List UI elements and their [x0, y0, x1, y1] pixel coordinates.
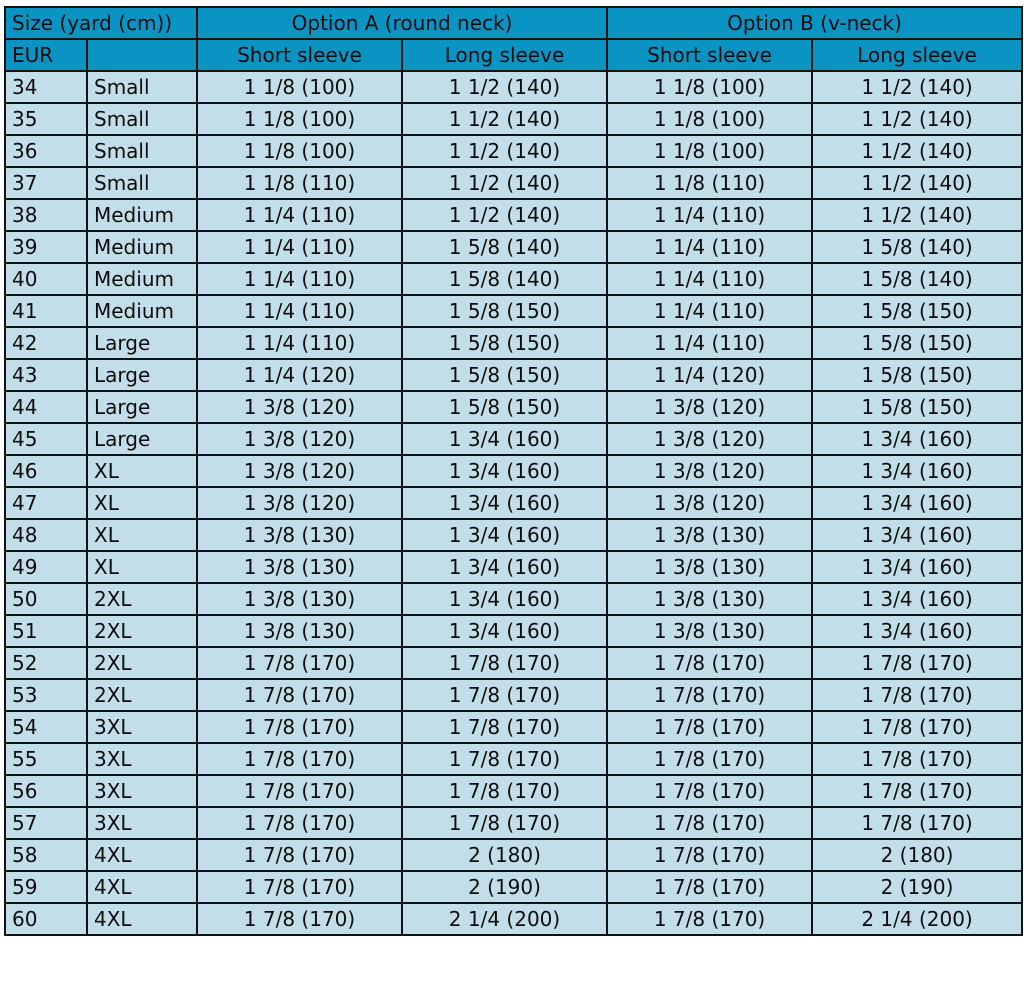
cell-a-long-sleeve: 1 7/8 (170): [402, 807, 607, 839]
cell-letter-size: Large: [87, 359, 197, 391]
table-row: [5, 519, 1022, 551]
cell-a-short-sleeve: 1 1/4 (110): [197, 263, 402, 295]
cell-a-long-sleeve: 1 5/8 (150): [402, 295, 607, 327]
table-row: [5, 135, 1022, 167]
cell-letter-size: Medium: [87, 263, 197, 295]
cell-b-short-sleeve: 1 7/8 (170): [607, 871, 812, 903]
cell-b-long-sleeve: 2 (180): [812, 839, 1022, 871]
cell-a-long-sleeve: 1 3/4 (160): [402, 551, 607, 583]
cell-b-long-sleeve: 1 3/4 (160): [812, 455, 1022, 487]
header-row-groups: [5, 7, 1022, 39]
cell-a-long-sleeve: 1 5/8 (150): [402, 359, 607, 391]
cell-a-long-sleeve: 1 3/4 (160): [402, 455, 607, 487]
header-size-label: Size (yard (cm)): [5, 7, 197, 39]
cell-a-long-sleeve: 1 1/2 (140): [402, 103, 607, 135]
cell-letter-size: Small: [87, 167, 197, 199]
cell-a-long-sleeve: 1 1/2 (140): [402, 135, 607, 167]
table-row: [5, 263, 1022, 295]
cell-letter-size: Medium: [87, 199, 197, 231]
cell-letter-size: Large: [87, 327, 197, 359]
size-table: [4, 6, 1023, 936]
cell-b-short-sleeve: 1 3/8 (130): [607, 519, 812, 551]
cell-b-short-sleeve: 1 3/8 (120): [607, 487, 812, 519]
cell-b-long-sleeve: 2 (190): [812, 871, 1022, 903]
cell-letter-size: 4XL: [87, 903, 197, 935]
header-b-long-sleeve: Long sleeve: [812, 39, 1022, 71]
cell-b-long-sleeve: 1 5/8 (150): [812, 295, 1022, 327]
cell-b-long-sleeve: 1 3/4 (160): [812, 487, 1022, 519]
cell-b-long-sleeve: 1 1/2 (140): [812, 135, 1022, 167]
table-row: [5, 167, 1022, 199]
table-row: [5, 327, 1022, 359]
cell-a-short-sleeve: 1 1/4 (120): [197, 359, 402, 391]
cell-letter-size: XL: [87, 487, 197, 519]
cell-letter-size: 4XL: [87, 839, 197, 871]
cell-b-short-sleeve: 1 7/8 (170): [607, 775, 812, 807]
cell-a-short-sleeve: 1 7/8 (170): [197, 647, 402, 679]
cell-b-short-sleeve: 1 7/8 (170): [607, 711, 812, 743]
cell-b-long-sleeve: 1 5/8 (150): [812, 359, 1022, 391]
cell-a-long-sleeve: 1 7/8 (170): [402, 679, 607, 711]
table-row: [5, 455, 1022, 487]
cell-eur-size: 50: [5, 583, 87, 615]
table-row: [5, 71, 1022, 103]
cell-letter-size: Medium: [87, 295, 197, 327]
cell-b-long-sleeve: 1 1/2 (140): [812, 71, 1022, 103]
cell-eur-size: 48: [5, 519, 87, 551]
cell-b-long-sleeve: 1 7/8 (170): [812, 807, 1022, 839]
cell-a-short-sleeve: 1 7/8 (170): [197, 871, 402, 903]
cell-b-short-sleeve: 1 7/8 (170): [607, 743, 812, 775]
table-row: [5, 807, 1022, 839]
cell-b-short-sleeve: 1 3/8 (130): [607, 551, 812, 583]
cell-eur-size: 37: [5, 167, 87, 199]
table-row: [5, 295, 1022, 327]
cell-a-long-sleeve: 1 1/2 (140): [402, 167, 607, 199]
cell-a-long-sleeve: 1 3/4 (160): [402, 487, 607, 519]
cell-eur-size: 53: [5, 679, 87, 711]
table-row: [5, 199, 1022, 231]
cell-a-long-sleeve: 1 7/8 (170): [402, 647, 607, 679]
cell-a-long-sleeve: 2 (180): [402, 839, 607, 871]
cell-b-long-sleeve: 1 1/2 (140): [812, 199, 1022, 231]
cell-a-short-sleeve: 1 7/8 (170): [197, 711, 402, 743]
cell-a-short-sleeve: 1 7/8 (170): [197, 807, 402, 839]
header-a-short-sleeve: Short sleeve: [197, 39, 402, 71]
cell-b-short-sleeve: 1 1/4 (110): [607, 327, 812, 359]
cell-letter-size: Large: [87, 391, 197, 423]
cell-b-long-sleeve: 1 1/2 (140): [812, 167, 1022, 199]
table-row: [5, 711, 1022, 743]
header-blank: [87, 39, 197, 71]
cell-a-long-sleeve: 2 (190): [402, 871, 607, 903]
size-chart: [4, 6, 1021, 936]
cell-a-long-sleeve: 1 5/8 (150): [402, 327, 607, 359]
cell-letter-size: Medium: [87, 231, 197, 263]
cell-a-long-sleeve: 1 3/4 (160): [402, 519, 607, 551]
cell-letter-size: Small: [87, 103, 197, 135]
cell-letter-size: 3XL: [87, 743, 197, 775]
cell-letter-size: 3XL: [87, 807, 197, 839]
cell-eur-size: 39: [5, 231, 87, 263]
cell-eur-size: 49: [5, 551, 87, 583]
cell-b-short-sleeve: 1 1/4 (110): [607, 263, 812, 295]
table-row: [5, 615, 1022, 647]
cell-eur-size: 35: [5, 103, 87, 135]
table-row: [5, 743, 1022, 775]
cell-b-short-sleeve: 1 3/8 (120): [607, 455, 812, 487]
cell-a-short-sleeve: 1 7/8 (170): [197, 743, 402, 775]
cell-b-short-sleeve: 1 7/8 (170): [607, 903, 812, 935]
cell-a-long-sleeve: 1 7/8 (170): [402, 775, 607, 807]
cell-b-short-sleeve: 1 1/4 (120): [607, 359, 812, 391]
cell-a-short-sleeve: 1 7/8 (170): [197, 903, 402, 935]
cell-b-long-sleeve: 1 3/4 (160): [812, 615, 1022, 647]
table-body: [5, 71, 1022, 935]
table-row: [5, 103, 1022, 135]
cell-b-long-sleeve: 1 7/8 (170): [812, 711, 1022, 743]
cell-letter-size: XL: [87, 519, 197, 551]
cell-eur-size: 55: [5, 743, 87, 775]
cell-a-long-sleeve: 1 3/4 (160): [402, 615, 607, 647]
cell-b-short-sleeve: 1 7/8 (170): [607, 647, 812, 679]
cell-b-long-sleeve: 1 5/8 (150): [812, 327, 1022, 359]
cell-a-short-sleeve: 1 3/8 (130): [197, 551, 402, 583]
cell-b-long-sleeve: 1 5/8 (140): [812, 263, 1022, 295]
cell-b-long-sleeve: 1 7/8 (170): [812, 647, 1022, 679]
cell-eur-size: 57: [5, 807, 87, 839]
cell-b-short-sleeve: 1 1/8 (100): [607, 135, 812, 167]
table-row: [5, 391, 1022, 423]
cell-b-short-sleeve: 1 7/8 (170): [607, 679, 812, 711]
header-option-a: Option A (round neck): [197, 7, 607, 39]
cell-a-long-sleeve: 1 1/2 (140): [402, 199, 607, 231]
cell-a-short-sleeve: 1 3/8 (120): [197, 455, 402, 487]
cell-letter-size: 4XL: [87, 871, 197, 903]
cell-b-short-sleeve: 1 1/4 (110): [607, 295, 812, 327]
cell-a-short-sleeve: 1 3/8 (130): [197, 615, 402, 647]
cell-a-long-sleeve: 1 3/4 (160): [402, 423, 607, 455]
header-eur: EUR: [5, 39, 87, 71]
cell-letter-size: XL: [87, 551, 197, 583]
cell-eur-size: 43: [5, 359, 87, 391]
cell-eur-size: 44: [5, 391, 87, 423]
cell-eur-size: 58: [5, 839, 87, 871]
cell-letter-size: Large: [87, 423, 197, 455]
cell-a-short-sleeve: 1 1/4 (110): [197, 199, 402, 231]
table-row: [5, 583, 1022, 615]
cell-eur-size: 38: [5, 199, 87, 231]
cell-b-short-sleeve: 1 1/8 (100): [607, 103, 812, 135]
table-row: [5, 679, 1022, 711]
cell-b-long-sleeve: 1 7/8 (170): [812, 679, 1022, 711]
cell-b-short-sleeve: 1 1/8 (110): [607, 167, 812, 199]
cell-letter-size: 3XL: [87, 711, 197, 743]
table-row: [5, 487, 1022, 519]
table-row: [5, 903, 1022, 935]
cell-b-short-sleeve: 1 3/8 (120): [607, 423, 812, 455]
cell-letter-size: XL: [87, 455, 197, 487]
cell-b-long-sleeve: 1 7/8 (170): [812, 775, 1022, 807]
cell-a-long-sleeve: 1 3/4 (160): [402, 583, 607, 615]
header-row-columns: [5, 39, 1022, 71]
cell-b-short-sleeve: 1 3/8 (130): [607, 615, 812, 647]
cell-a-short-sleeve: 1 7/8 (170): [197, 679, 402, 711]
table-row: [5, 231, 1022, 263]
cell-letter-size: Small: [87, 71, 197, 103]
table-row: [5, 359, 1022, 391]
cell-a-long-sleeve: 1 5/8 (150): [402, 391, 607, 423]
cell-b-long-sleeve: 1 3/4 (160): [812, 583, 1022, 615]
cell-b-long-sleeve: 1 3/4 (160): [812, 423, 1022, 455]
cell-a-short-sleeve: 1 1/8 (100): [197, 103, 402, 135]
cell-b-long-sleeve: 1 1/2 (140): [812, 103, 1022, 135]
cell-eur-size: 59: [5, 871, 87, 903]
cell-b-short-sleeve: 1 3/8 (130): [607, 583, 812, 615]
cell-eur-size: 36: [5, 135, 87, 167]
cell-b-short-sleeve: 1 7/8 (170): [607, 807, 812, 839]
cell-a-short-sleeve: 1 3/8 (130): [197, 583, 402, 615]
cell-eur-size: 60: [5, 903, 87, 935]
header-b-short-sleeve: Short sleeve: [607, 39, 812, 71]
cell-a-short-sleeve: 1 1/8 (100): [197, 71, 402, 103]
cell-b-long-sleeve: 1 3/4 (160): [812, 519, 1022, 551]
cell-eur-size: 34: [5, 71, 87, 103]
cell-a-short-sleeve: 1 7/8 (170): [197, 775, 402, 807]
cell-a-long-sleeve: 1 5/8 (140): [402, 263, 607, 295]
cell-eur-size: 42: [5, 327, 87, 359]
cell-eur-size: 46: [5, 455, 87, 487]
cell-b-long-sleeve: 1 5/8 (150): [812, 391, 1022, 423]
table-header: [5, 7, 1022, 71]
cell-a-short-sleeve: 1 1/8 (110): [197, 167, 402, 199]
cell-a-short-sleeve: 1 7/8 (170): [197, 839, 402, 871]
header-a-long-sleeve: Long sleeve: [402, 39, 607, 71]
table-row: [5, 647, 1022, 679]
cell-b-short-sleeve: 1 7/8 (170): [607, 839, 812, 871]
cell-b-short-sleeve: 1 1/4 (110): [607, 231, 812, 263]
cell-a-long-sleeve: 1 1/2 (140): [402, 71, 607, 103]
cell-eur-size: 45: [5, 423, 87, 455]
cell-a-short-sleeve: 1 1/4 (110): [197, 231, 402, 263]
cell-letter-size: 3XL: [87, 775, 197, 807]
cell-eur-size: 56: [5, 775, 87, 807]
cell-a-long-sleeve: 1 7/8 (170): [402, 743, 607, 775]
cell-eur-size: 54: [5, 711, 87, 743]
cell-a-short-sleeve: 1 1/4 (110): [197, 327, 402, 359]
table-row: [5, 551, 1022, 583]
cell-b-short-sleeve: 1 1/4 (110): [607, 199, 812, 231]
cell-eur-size: 41: [5, 295, 87, 327]
cell-eur-size: 52: [5, 647, 87, 679]
cell-letter-size: 2XL: [87, 679, 197, 711]
cell-eur-size: 47: [5, 487, 87, 519]
header-option-b: Option B (v-neck): [607, 7, 1022, 39]
cell-a-short-sleeve: 1 1/8 (100): [197, 135, 402, 167]
cell-a-short-sleeve: 1 3/8 (130): [197, 519, 402, 551]
cell-letter-size: 2XL: [87, 647, 197, 679]
table-row: [5, 775, 1022, 807]
cell-a-short-sleeve: 1 3/8 (120): [197, 391, 402, 423]
cell-letter-size: 2XL: [87, 583, 197, 615]
cell-a-short-sleeve: 1 3/8 (120): [197, 423, 402, 455]
cell-a-short-sleeve: 1 3/8 (120): [197, 487, 402, 519]
cell-b-long-sleeve: 1 7/8 (170): [812, 743, 1022, 775]
table-row: [5, 423, 1022, 455]
cell-a-long-sleeve: 2 1/4 (200): [402, 903, 607, 935]
cell-b-short-sleeve: 1 3/8 (120): [607, 391, 812, 423]
cell-letter-size: 2XL: [87, 615, 197, 647]
cell-a-long-sleeve: 1 7/8 (170): [402, 711, 607, 743]
cell-b-long-sleeve: 1 3/4 (160): [812, 551, 1022, 583]
cell-a-long-sleeve: 1 5/8 (140): [402, 231, 607, 263]
cell-eur-size: 51: [5, 615, 87, 647]
cell-letter-size: Small: [87, 135, 197, 167]
table-row: [5, 839, 1022, 871]
cell-eur-size: 40: [5, 263, 87, 295]
cell-b-short-sleeve: 1 1/8 (100): [607, 71, 812, 103]
cell-a-short-sleeve: 1 1/4 (110): [197, 295, 402, 327]
table-row: [5, 871, 1022, 903]
cell-b-long-sleeve: 1 5/8 (140): [812, 231, 1022, 263]
cell-b-long-sleeve: 2 1/4 (200): [812, 903, 1022, 935]
